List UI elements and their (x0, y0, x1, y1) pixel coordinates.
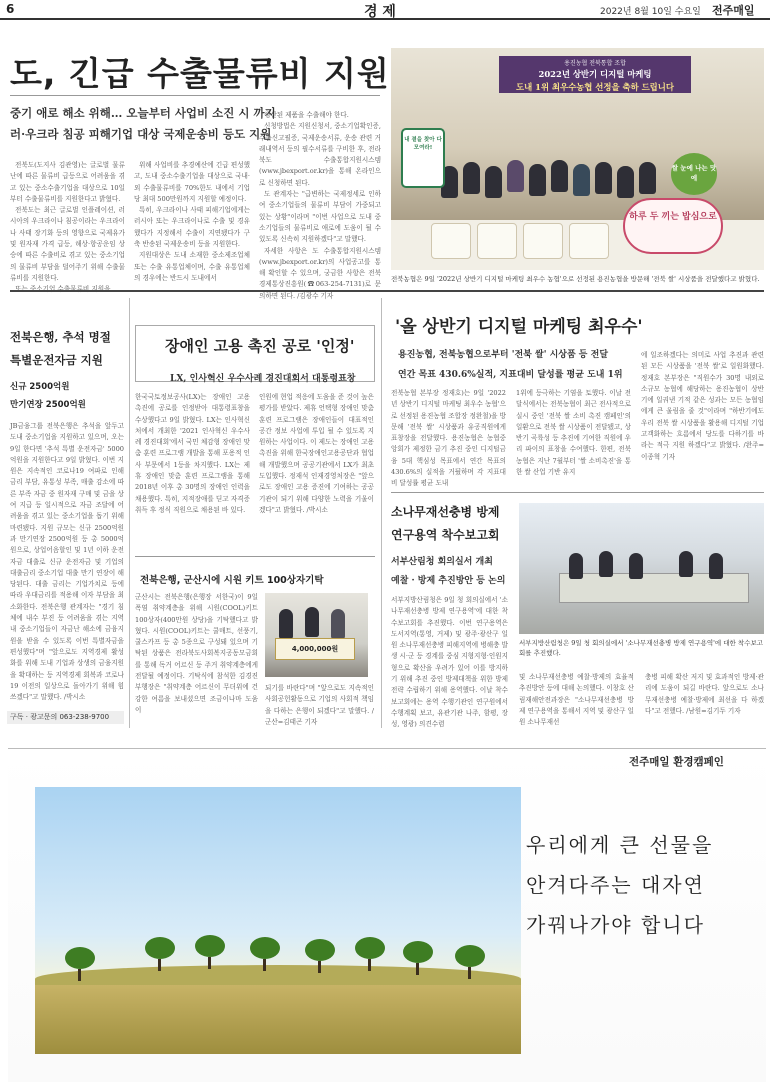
tree (455, 945, 485, 979)
campaign-title: 전주매일 환경캠페인 (629, 756, 724, 768)
page-number: 6 (6, 2, 15, 16)
paragraph: 도 관계자는 "급변하는 국제정세로 인하여 중소기업들의 물류비 부담이 가중되고 있는 상황"이라며 "이번 사업으로 도내 중소기업들의 물류비로 애로에 도움이 될 수 있도록 신속히 지원하겠다"고 말했다. (259, 190, 381, 244)
person (569, 553, 583, 579)
person (305, 607, 319, 637)
donation-board: 4,000,000원 (275, 638, 355, 660)
tree (65, 947, 95, 981)
person (679, 551, 693, 577)
digital-subheadline-2: 연간 목표 430.6%실적, 지표대비 달성률 평균 도내 1위 (398, 370, 623, 380)
digital-body-col2: 1위에 등극하는 기염을 토했다. 이날 전달식에서는 전북농협이 최근 전사적으로 실시 중인 '전북 쌀 소비 촉진 캠페인'의 일환으로 전북 쌀 시상품이 전달됐고, 상반기 곡륙성 등 추진에 기여한 직원에 우리 파이의 표창을 수여했다. 한편, 전북농협은 지난 7월부터 '쌀 소비촉진'을 통한 쌀 산업 기반 유지 (516, 389, 631, 477)
disabled-body-col2: 인원에 현업 적응에 도움을 준 것이 높은 평가를 받았다. 제휴 언택형 장애인 맞춤훈련 프로그램은 장애인들이 대표적인 공간 정보 사업에 투입 될 수 있도록 지원하는 사업이다. 이 제도는 장애인 고용 촉진을 위해 한국장애인고용공단과 협업해 개발했으며 공공기관에서 LX가 최초 도입했다. 정재석 인재경영처장은 "앞으로도 장애인 고용 증진에 기여하는 공공기관이 되기 위해 다양한 노력을 기울이겠다"고 밝혔다. /박시소 (259, 393, 374, 514)
banner-org: 용진농협 전북통합 조합 (564, 60, 626, 67)
digital-body-col1: 전북농협 본부장 정재호)는 9일 '2022년 상반기 디지털 마케팅 최우수 농협'으로 선정된 용진농협 조합장 정완철)을 방문해 '전북 쌀' 시상품과 유공직원에게 표창장을 전달했다. 용진농협은 농협중앙회가 제정한 금기 추진 중인 디지털금융 5대 핵심성 목표에서 연간 목표의 430.6%의 실적을 거뒀하며 각 지표대비 달성률 평균 도내 (391, 389, 506, 488)
person (709, 553, 723, 579)
person (599, 551, 613, 577)
rice-bag (431, 223, 471, 259)
wheat-field (35, 985, 521, 1054)
tree (403, 941, 433, 975)
sign-board-right: 하루 두 끼는 밥심으로 (623, 198, 723, 254)
person (617, 166, 634, 198)
campaign-line: 가꿔나가야 합니다 (526, 913, 705, 937)
kit-headline: 전북은행, 군산시에 시원 키트 100상자기탁 (140, 575, 324, 586)
disabled-headline: 장애인 고용 촉진 공로 '인정' (165, 337, 355, 355)
digital-subheadline-1: 용진농협, 전북농협으로부터 '전북 쌀' 시상품 등 전달 (398, 350, 609, 360)
photo-banner (499, 56, 691, 93)
sign-board-small: 쌀 눈에 나는 맛에 (671, 153, 717, 195)
divider (135, 556, 375, 557)
person (279, 609, 293, 639)
landscape-image (35, 787, 521, 1054)
kit-photo (265, 593, 368, 677)
person (507, 160, 524, 192)
pine-headline-1: 소나무재선충병 방제 (391, 505, 500, 519)
brief-headline-2: 특별운전자금 지원 (10, 353, 103, 367)
divider (10, 95, 380, 96)
paragraph: 신청방법은 지원신청서, 중소기업확인증, 수출신고필증, 국제운송서류, 운송 관련 거래내역서 등의 필수서류를 구비한 후, 전라북도 수출통합지원시스템(www.jbexport.or.kr)을 통해 온라인으로 신청하면 된다. (259, 122, 381, 187)
section-title: 경 제 (364, 4, 396, 20)
paragraph: 위해 사업비를 추경예산에 긴급 편성했고, 도내 중소수출기업을 대상으로 국내·외 수출물류비를 70%한도 내에서 기업당 최대 500만원까지 지원할 예정이다. (134, 161, 250, 203)
tree (145, 937, 175, 971)
meeting-photo (519, 503, 764, 634)
person (331, 609, 345, 639)
paper-name: 전주매일 (712, 4, 755, 17)
digital-body-col3: 에 일조하겠다는 의미로 사업 추진과 관련된 모든 시상품을 '전북 쌀'로 일원화했다. 정재호 본부장은 "직원수가 30명 내외로 소규모 농협에 해당하는 용진농협이 상반기에 일궈낸 기적 같은 성과는 모든 농협임에게 큰 울림을 줄 것"이라며 "하반기에도 우리 전북 쌀 시상품을 활용해 디지털 기업 고객화하는 흐름에서 당도를 다하기를 바라는 적극 지원 하겠다"고 밝혔다. /완주=이종혁 기자 (641, 351, 764, 461)
lead-subheadline-2: 러·우크라 침공 피해기업 대상 국제운송비 등도 지원 (10, 127, 272, 141)
divider (391, 492, 764, 493)
person (595, 162, 612, 194)
person (463, 162, 480, 194)
disabled-subheadline: LX, 인사혁신 우수사례 경진대회서 대통령표창 (170, 374, 356, 384)
campaign-message (526, 825, 713, 945)
pine-subheadline-2: 예찰 · 방제 추진방안 등 논의 (391, 576, 506, 586)
brief-headline-1: 전북은행, 추석 명절 (10, 330, 111, 344)
column-divider (129, 298, 130, 728)
paragraph: 특히, 우크라이나 사태 피해기업에게는 러시아 또는 우크라이나로 수출 및 경유했다가 지정해서 수출이 지연됐다가 구축 반송된 국제운송비 등을 지원한다. (134, 206, 250, 249)
tree (195, 935, 225, 969)
person (529, 164, 546, 196)
tree (305, 939, 335, 973)
person (629, 553, 643, 579)
tree (250, 937, 280, 971)
banner-line1: 2022년 상반기 디지털 마케팅 (538, 69, 652, 79)
kit-body-col1: 군산시는 전북은행(은행장 서한국)이 9일 폭염 취약계층을 위해 시원(COOL)키트 100상자(400만원 상당)을 기탁했다고 밝혔다. 시원(COOL)키트는 쿨매트, 선풍기, 쿨스카프 등 총 5종으로 구성돼 있으며 기탁된 상품은 전라북도사회복지공동모금회를 통해 독거 어르신 등 주거 취약계층에게 전달될 예정이다. 기탁식에 참석한 김경진 부행장은 "취약계층 어르신이 무더위에 건강한 여름을 보내셨으면 조금이나마 도움이 (135, 593, 258, 714)
disabled-body-col1: 한국국토정보공사(LX)는 장애인 고용 촉진에 공로를 인정받아 대통령표창을 수상했다고 9일 밝혔다. LX는 인사혁신처에서 개최한 '2021 인사혁신 우수사례 경진대회'에서 국민 체감형 장애인 맞춤 훈련 프로그램 개발을 통해 포용적 인사 부문에서 1등을 차지했다. LX는 제휴 장애인 맞춤 훈련 프로그램을 통해 2018년 이후 총 30명의 장애인 인력을 채용했다. 특히, 지적장애를 딛고 자격증 취득 후 정식 직원으로 채용된 바 있다. (135, 393, 250, 514)
rice-bag (569, 223, 609, 259)
rice-bag (523, 223, 563, 259)
lead-body-col1 (10, 160, 125, 282)
column-divider (381, 298, 382, 728)
person (551, 160, 568, 192)
sign-board-left: 내 곁을 찾아 다 모여라! (401, 128, 445, 188)
pine-subheadline-1: 서부산림청 회의실서 개최 (391, 557, 493, 567)
award-photo (391, 48, 764, 270)
lead-subheadline-1: 중기 애로 해소 위해… 오늘부터 사업비 소진 시 까지 (10, 106, 276, 120)
meeting-caption: 서부지방산림청은 9일 청 회의실에서 '소나무재선충병 방제 연구용역'에 대한 착수보고회를 추진했다. (519, 639, 764, 657)
campaign-line: 우리에게 큰 선물을 (526, 833, 714, 857)
section-divider (10, 290, 764, 292)
pine-body-col1: 서부지방산림청은 9일 청 회의실에서 '소나무재선충병 방제 연구용역'에 대한 착수보고회를 추진했다. 이번 연구용역은 도서지역(통영, 거제) 및 광주·광산구 일원 소나무재선충병 피해지역에 병해충 발생 시·군 등 경계를 중심 지형지형·인원지형으로 확산을 우려가 있어 이를 방지하기 위해 추진 중인 방제대책을 위한 방제전략 수립하기 위해 용역했다. 이날 착수보고회에는 용역 수행기관인 연구원에서 수행계획 보고, 유관기관 나주, 함평, 장성, 영광) 의견수렴 (391, 596, 508, 729)
digital-headline: '올 상반기 디지털 마케팅 최우수' (395, 317, 643, 337)
brief-body: JB금융그룹 전북은행은 추석을 앞두고 도내 중소기업을 지원하고 있으며, 오는 9일 한다면 '추석 특별 운전자금' 5000억원을 지원한다고 9일 밝혔다. 이번 지원은 지속적인 코로나19 여파로 인해 금리 부담, 유통성 부족, 매출 감소에 따른 부족 자금 중 원자재 구매 및 금을 상여 지급 등 일시적으로 자금 조달에 어려움을 겪고 있는 중소기업을 돕기 위해 마련됐다. 지원 규모는 신규 2500억원과 만기연장 2500억원 등 총 5000억원으로, 상업어음할인 및 1년 이하 운전자금 대출로 신규 운전자금 및 기업의 대출금리 중소기업 대출 만기 연장이 해당된다. 대출 금리는 기업가치로 등에 따라 우대금리를 적용해 이자 부담을 최소화한다. 전북은행 관계자는 "경기 침체에 내수 부진 등 어려움을 겪는 지역 내 중소기업들이 자금난 해소에 금융지원을 받을 수 있도록 이번 특별자금을 편성했다"며 "앞으로도 지역경제 활성화를 위해 도내 기업과 상생의 금융지원을 확대하는 등 지역경제 회복과 코로나19 이전의 일상으로 돌아가기 위해 힘쓰겠다"고 말했다. /박시소 (10, 422, 124, 702)
banner-line2: 도내 1위 최우수농협 선정을 축하 드립니다 (516, 82, 674, 92)
brief-sub-1: 신규 2500억원 (10, 382, 70, 392)
photo-caption: 전북농협은 9일 '2022년 상반기 디지털 마케팅 최우수 농협'으로 선정된 용진농협을 방문해 '전북 쌀' 시상품을 전달했다고 밝혔다. (391, 275, 760, 283)
issue-date: 2022년 8월 10일 수요일 (600, 7, 701, 17)
paragraph: 전북도(도지사 김관영)는 글로벌 물류난에 따른 물류비 급등으로 어려움을 겪고 있는 중소수출기업을 대상으로 10일부터 수출물류비를 지원한다고 밝혔다. (10, 161, 125, 203)
person (485, 166, 502, 198)
kit-body-col2: 되기를 바란다"며 "앞으로도 지속적인 사회공헌활동으로 기업의 사회적 책임을 다하는 은행이 되겠다"고 말했다. /군산=김태곤 기자 (265, 684, 374, 726)
person (573, 164, 590, 196)
tree (355, 937, 385, 971)
paragraph: 생산된 제품을 수출해야 한다. (264, 111, 349, 119)
lead-headline: 도, 긴급 수출물류비 지원 (10, 54, 390, 93)
paragraph: 자세한 사항은 도 수출통합지원시스템(www.jbexport.or.kr)의 사업공고를 통해 확인할 수 있으며, 궁금한 사항은 전북경제통상진흥원(☎063-254-7131)로 문의하면 된다. /김광수 기자 (259, 246, 381, 300)
lead-body-col2 (134, 160, 250, 282)
paragraph: 지원대상은 도내 소재한 중소제조업체 또는 수출 유통업체이며, 수출 유통업체의 경우에는 반드시 도내에서 (134, 251, 250, 282)
person (639, 162, 656, 194)
pine-headline-2: 연구용역 착수보고회 (391, 528, 500, 542)
pine-body-col2: 및 소나무재선충병 예찰·방제의 효율적 추진방안 등에 대해 논의했다. 이창호 산림재해안전과장은 "소나무재선충병 방제 연구용역을 통해서 지역 및 광산구 일원 소나무재선 (519, 673, 634, 727)
lead-body-col3 (259, 110, 381, 300)
subscribe-bar: 구독 · 광고문의 063-238-9700 (7, 711, 124, 724)
pine-body-col3: 충병 피해 확산 저지 및 효과적인 방제·관리에 도움이 되길 바란다. 앞으로도 소나무재선충병 예찰·방제에 최선을 다 하겠다"고 전했다. /남원=김기두 기자 (645, 673, 764, 715)
paragraph: 전북도는 최근 글로벌 인플레이션, 러시아의 우크라이나 침공이라는 우크라이나 사태 장기화 등의 영향으로 국제유가 및 원자재 가격 급등, 해상·항공운임 상승에 따른 수출비로 겪고 있는 중소기업의 물류비 부담을 덜어주기 위해 수출물류비를 지원한다. (10, 206, 125, 282)
campaign-line: 안겨다주는 대자연 (526, 873, 705, 897)
brief-sub-2: 만기연장 2500억원 (10, 400, 86, 410)
rice-bag (477, 223, 517, 259)
